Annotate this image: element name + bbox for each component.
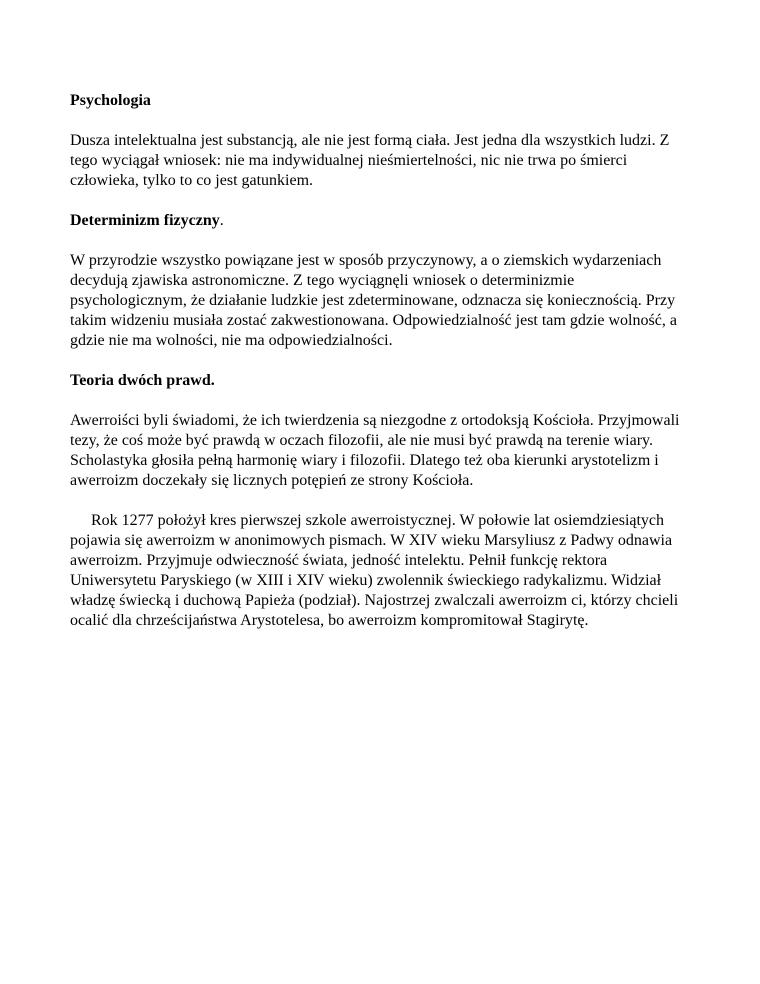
heading-psychologia	[70, 91, 695, 111]
heading-determinizm	[70, 211, 695, 231]
spacer	[70, 491, 695, 511]
spacer	[70, 111, 695, 131]
heading-teoria	[70, 371, 695, 391]
paragraph-psychologia: Dusza intelektualna jest substancją, ale nie jest formą ciała. Jest jedna dla wszystkich ludzi. Z tego wyciągał wniosek: nie ma indywidualnej nieśmiertelności, nic nie trwa po śmierci człowieka, tylko to co jest gatunkiem.	[70, 132, 670, 189]
heading-text: Teoria dwóch prawd.	[70, 372, 215, 389]
paragraph-determinizm: W przyrodzie wszystko powiązane jest w sposób przyczynowy, a o ziemskich wydarzeniach decydują zjawiska astronomiczne. Z tego wyciągnęli wniosek o determinizmie psychologicznym, że działanie ludzkie jest zdeterminowane, odznacza się koniecznością. Przy takim widzeniu musiała zostać zakwestionowana. Odpowiedzialność jest tam gdzie wolność, a gdzie nie ma wolności, nie ma odpowiedzialności.	[70, 252, 677, 349]
paragraph-rok-1277: Rok 1277 położył kres pierwszej szkole awerroistycznej. W połowie lat osiemdziesiątych pojawia się awerroizm w anonimowych pismach. W XIV wieku Marsyliusz z Padwy odnawia awerroizm. Przyjmuje odwieczność świata, jedność intelektu. Pełnił funkcję rektora Uniwersytetu Paryskiego (w XIII i XIV wieku) zwolennik świeckiego radykalizmu. Widział władzę świecką i duchową Papieża (podział). Najostrzej zwalczali awerroizm ci, którzy chcieli ocalić dla chrześcijaństwa Arystotelesa, bo awerroizm kompromitował Stagirytę.	[70, 512, 679, 629]
spacer	[70, 391, 695, 411]
heading-suffix: .	[219, 212, 224, 229]
spacer	[70, 351, 695, 371]
spacer	[70, 231, 695, 251]
heading-text: Determinizm fizyczny	[70, 212, 220, 229]
paragraph-teoria: Awerroiści byli świadomi, że ich twierdzenia są niezgodne z ortodoksją Kościoła. Przyjmowali tezy, że coś może być prawdą w oczach filozofii, ale nie musi być prawdą na terenie wiary. Scholastyka głosiła pełną harmonię wiary i filozofii. Dlatego też oba kierunki arystotelizm i awerroizm doczekały się licznych potępień ze strony Kościoła.	[70, 412, 680, 489]
spacer	[70, 191, 695, 211]
heading-text: Psychologia	[70, 92, 151, 109]
document-page	[70, 91, 695, 631]
